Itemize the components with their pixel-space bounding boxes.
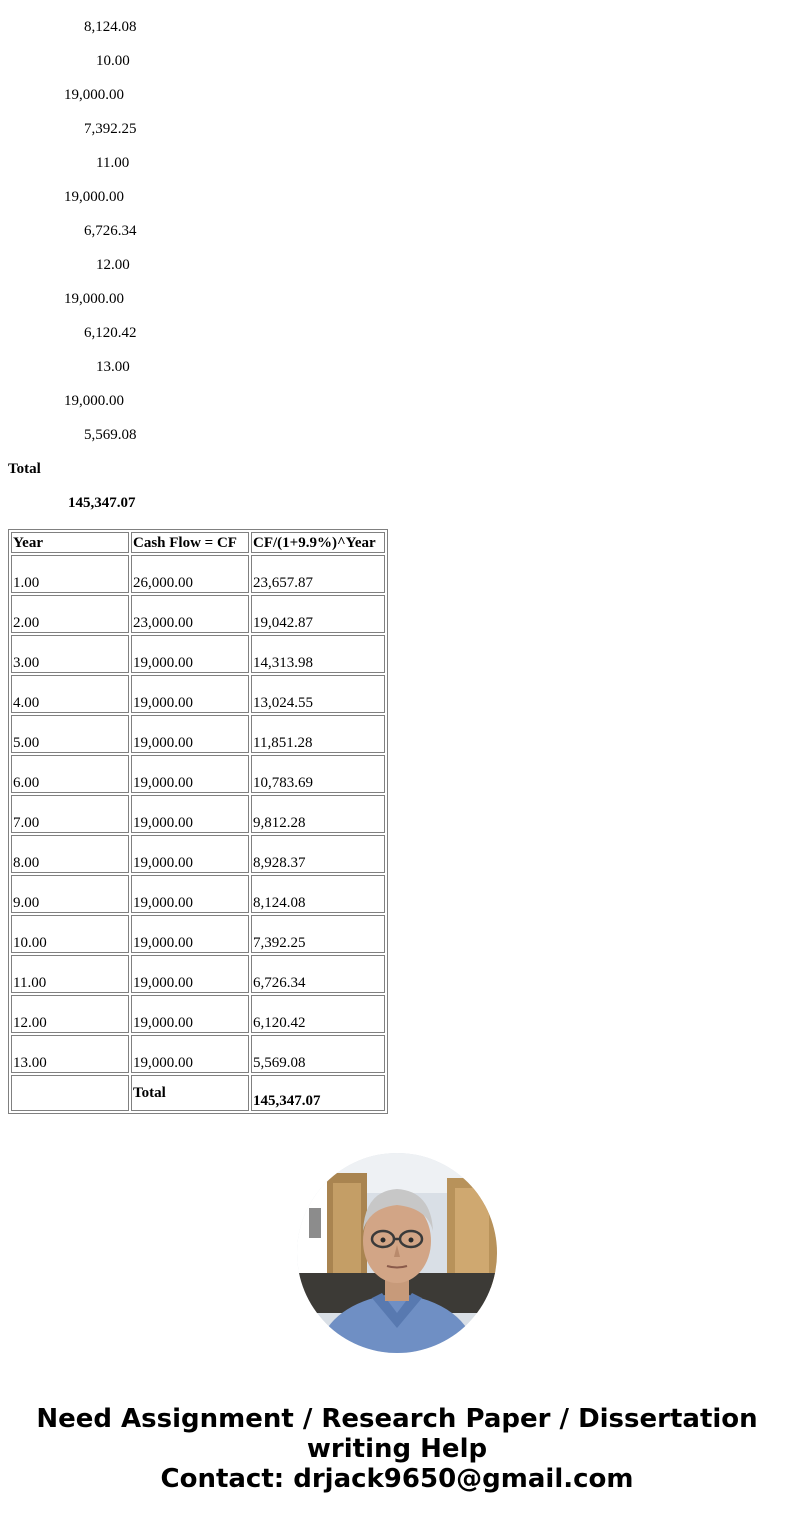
cell-year: 4.00 [11,675,129,713]
cell-year: 10.00 [11,915,129,953]
table-row [11,675,385,713]
cell-cash-flow: 19,000.00 [131,915,249,953]
header-year: Year [11,532,129,553]
cell-year: 11.00 [11,955,129,993]
promo-line: writing Help [306,1434,488,1464]
cell-empty [11,1075,129,1111]
table-row [11,915,385,953]
total-label: Total [8,461,41,477]
table-row [11,795,385,833]
author-portrait-image [297,1153,497,1353]
cell-cash-flow: 19,000.00 [131,715,249,753]
cell-year: 9.00 [11,875,129,913]
list-value: 19,000.00 [64,189,124,205]
cell-discounted: 8,928.37 [251,835,385,873]
cell-discounted: 13,024.55 [251,675,385,713]
cell-discounted: 6,120.42 [251,995,385,1033]
cell-year: 12.00 [11,995,129,1033]
cell-cash-flow: 19,000.00 [131,995,249,1033]
table-total-value: 145,347.07 [251,1075,385,1111]
cell-cash-flow: 23,000.00 [131,595,249,633]
promo-contact: Contact: drjack9650@gmail.com [160,1464,634,1494]
cell-year: 1.00 [11,555,129,593]
avatar [297,1153,497,1353]
table-header-row [11,532,385,553]
list-value: 7,392.25 [84,121,137,137]
table-row [11,715,385,753]
table-row [11,595,385,633]
table-row [11,955,385,993]
list-value: 11.00 [96,155,130,171]
table-row [11,555,385,593]
cell-cash-flow: 19,000.00 [131,635,249,673]
list-value: 13.00 [96,359,130,375]
cell-cash-flow: 19,000.00 [131,955,249,993]
list-value: 6,726.34 [84,223,137,239]
table-row [11,995,385,1033]
list-value: 8,124.08 [84,19,137,35]
cash-flow-table [8,529,388,1114]
cell-cash-flow: 19,000.00 [131,675,249,713]
table-row [11,755,385,793]
cell-year: 7.00 [11,795,129,833]
header-discounted: CF/(1+9.9%)^Year [251,532,385,553]
cell-discounted: 9,812.28 [251,795,385,833]
promo-line: Need Assignment / Research Paper / Dissertation [36,1404,758,1434]
promo-banner [0,1404,794,1494]
list-value: 5,569.08 [84,427,137,443]
list-value: 12.00 [96,257,130,273]
table-row [11,875,385,913]
cell-discounted: 23,657.87 [251,555,385,593]
table-row [11,835,385,873]
table-row [11,635,385,673]
cell-discounted: 5,569.08 [251,1035,385,1073]
cell-discounted: 11,851.28 [251,715,385,753]
header-cash-flow: Cash Flow = CF [131,532,249,553]
cell-year: 3.00 [11,635,129,673]
list-value: 19,000.00 [64,393,124,409]
cell-discounted: 14,313.98 [251,635,385,673]
cell-year: 6.00 [11,755,129,793]
total-value: 145,347.07 [68,495,136,511]
cell-discounted: 10,783.69 [251,755,385,793]
table-row [11,1035,385,1073]
table-total-label: Total [131,1075,249,1111]
cell-cash-flow: 19,000.00 [131,1035,249,1073]
list-value: 19,000.00 [64,291,124,307]
cell-year: 13.00 [11,1035,129,1073]
cell-discounted: 19,042.87 [251,595,385,633]
cell-year: 2.00 [11,595,129,633]
list-value: 6,120.42 [84,325,137,341]
list-value: 19,000.00 [64,87,124,103]
cell-cash-flow: 19,000.00 [131,835,249,873]
cell-year: 5.00 [11,715,129,753]
cell-discounted: 6,726.34 [251,955,385,993]
cell-cash-flow: 19,000.00 [131,875,249,913]
cell-cash-flow: 26,000.00 [131,555,249,593]
cell-discounted: 7,392.25 [251,915,385,953]
table-total-row [11,1075,385,1111]
cell-cash-flow: 19,000.00 [131,795,249,833]
cell-year: 8.00 [11,835,129,873]
cell-cash-flow: 19,000.00 [131,755,249,793]
cell-discounted: 8,124.08 [251,875,385,913]
list-value: 10.00 [96,53,130,69]
